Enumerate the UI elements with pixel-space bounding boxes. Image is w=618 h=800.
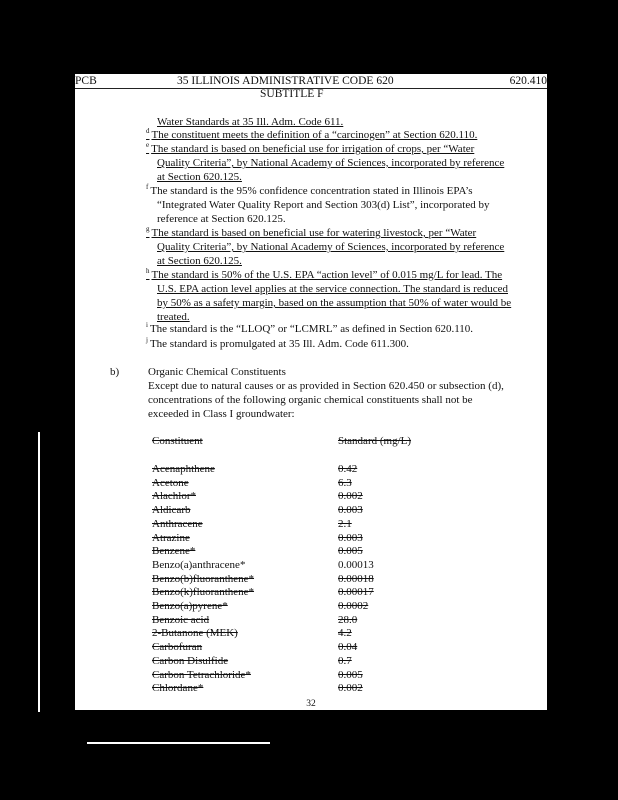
footnote-g-line3: at Section 620.125.: [157, 255, 242, 267]
scan-artifact-left-bar: [38, 432, 40, 712]
footnote-marker: i: [146, 321, 148, 330]
table-row: [152, 518, 452, 532]
footnote-h-line3: by 50% as a safety margin, based on the assumption that 50% of water would be: [157, 297, 512, 309]
standard-value: 0.00013: [338, 558, 374, 571]
constituent-name: Anthracene: [152, 517, 203, 530]
footnote-h: $^h$ The standard is 50% of the U.S. EPA “action level” of 0.015 mg/L for lead. The: [146, 267, 503, 281]
standard-value: 0.003: [338, 531, 363, 544]
header-right: 620.410: [509, 75, 547, 87]
scan-artifact-bottom-bar: [87, 742, 270, 744]
footnote-marker: j: [146, 336, 148, 345]
footnote-marker: f: [146, 183, 149, 192]
table-row: [152, 532, 452, 546]
constituent-name: Carbon Disulfide: [152, 654, 229, 667]
standard-value: 0.00018: [338, 572, 374, 585]
constituent-name: Aldicarb: [152, 504, 191, 517]
constituent-name: Alachlor*: [152, 490, 196, 503]
table-row: [152, 669, 452, 683]
header-subtitle: SUBTITLE F: [260, 88, 324, 100]
footnote-j: $^j$ The standard is promulgated at 35 Ill. Adm. Code 611.300.: [146, 336, 409, 350]
constituent-name: Carbon Tetrachloride*: [152, 668, 251, 681]
standard-value: 28.0: [338, 613, 358, 626]
footnote-h-line4: treated.: [157, 311, 190, 323]
table-header: [152, 435, 452, 449]
footnote-marker: h: [146, 267, 150, 276]
constituent-name: Benzo(a)pyrene*: [152, 600, 228, 612]
constituent-name: Benzene*: [152, 545, 196, 558]
table-row: [152, 490, 452, 504]
constituent-name: Atrazine: [152, 531, 190, 544]
section-body-line2: concentrations of the following organic chemical constituents shall not be: [148, 394, 473, 406]
page-number: 32: [306, 699, 316, 709]
table-row: [152, 573, 452, 587]
footnote-c-line: Water Standards at 35 Ill. Adm. Code 611.: [157, 116, 344, 128]
header-center: 35 ILLINOIS ADMINISTRATIVE CODE 620: [177, 75, 394, 87]
standard-value: 4.2: [338, 627, 352, 640]
table-row: [152, 463, 452, 477]
footnote-marker: d: [146, 127, 150, 136]
constituent-name: Benzo(k)fluoranthene*: [152, 586, 255, 599]
standard-value: 0.00017: [338, 586, 374, 599]
standard-value: 0.005: [338, 545, 363, 558]
standard-value: 0.7: [338, 654, 352, 667]
column-header-constituent: Constituent: [152, 435, 203, 447]
constituent-name: Benzo(a)anthracene*: [152, 558, 246, 571]
standard-value: 2.1: [338, 517, 352, 530]
footnote-f-line2: “Integrated Water Quality Report and Section 303(d) List”, incorporated by: [157, 199, 490, 211]
standard-value: 0.04: [338, 641, 358, 654]
table-row: [152, 586, 452, 600]
table-row: [152, 559, 452, 573]
constituent-name: Benzo(b)fluoranthene*: [152, 572, 255, 585]
standard-value: 0.005: [338, 668, 363, 681]
section-title: Organic Chemical Constituents: [148, 366, 286, 378]
footnote-marker: e: [146, 141, 150, 150]
footnote-g: $^g$ The standard is based on beneficial use for watering livestock, per “Water: [146, 225, 477, 239]
table-row: [152, 545, 452, 559]
standard-value: 0.002: [338, 682, 363, 695]
constituent-name: 2-Butanone (MEK): [152, 627, 238, 640]
standard-value: 0.003: [338, 504, 363, 517]
table-row: [152, 600, 452, 614]
column-header-standard: Standard (mg/L): [338, 435, 412, 447]
footnote-d: $^d$ The constituent meets the definition of a “carcinogen” at Section 620.110.: [146, 127, 478, 141]
table-row: [152, 682, 452, 696]
constituent-name: Benzoic acid: [152, 613, 210, 626]
constituent-name: Acenaphthene: [152, 463, 215, 475]
footnote-e-line3: at Section 620.125.: [157, 171, 242, 183]
footnote-e-line2: Quality Criteria”, by National Academy of Sciences, incorporated by reference: [157, 157, 505, 169]
section-body-line1: Except due to natural causes or as provided in Section 620.450 or subsection (d),: [148, 380, 504, 392]
footnote-h-line2: U.S. EPA action level applies at the service connection. The standard is reduced: [157, 283, 508, 295]
constituent-name: Carbofuran: [152, 641, 203, 654]
table-row: [152, 627, 452, 641]
section-body-line3: exceeded in Class I groundwater:: [148, 408, 295, 420]
standard-value: 0.42: [338, 463, 358, 475]
footnote-e: $^e$ The standard is based on beneficial use for irrigation of crops, per “Water: [146, 141, 475, 155]
table-row: [152, 655, 452, 669]
constituent-name: Chlordane*: [152, 682, 204, 695]
footnote-f: $^f$ The standard is the 95% confidence concentration stated in Illinois EPA’s: [146, 183, 473, 197]
standard-value: 6.3: [338, 476, 352, 489]
table-row: [152, 477, 452, 491]
constituent-name: Acetone: [152, 476, 189, 489]
section-label: b): [110, 366, 120, 378]
table-row: [152, 614, 452, 628]
document-page: [75, 74, 547, 710]
table-row: [152, 504, 452, 518]
footnote-f-line3: reference at Section 620.125.: [157, 213, 286, 225]
header-left: PCB: [75, 75, 97, 87]
footnote-marker: g: [146, 225, 150, 234]
footnote-i: $^i$ The standard is the “LLOQ” or “LCMRL” as defined in Section 620.110.: [146, 321, 474, 335]
standard-value: 0.002: [338, 490, 363, 503]
standard-value: 0.0002: [338, 600, 369, 612]
footnote-g-line2: Quality Criteria”, by National Academy of Sciences, incorporated by reference: [157, 241, 505, 253]
table-row: [152, 641, 452, 655]
